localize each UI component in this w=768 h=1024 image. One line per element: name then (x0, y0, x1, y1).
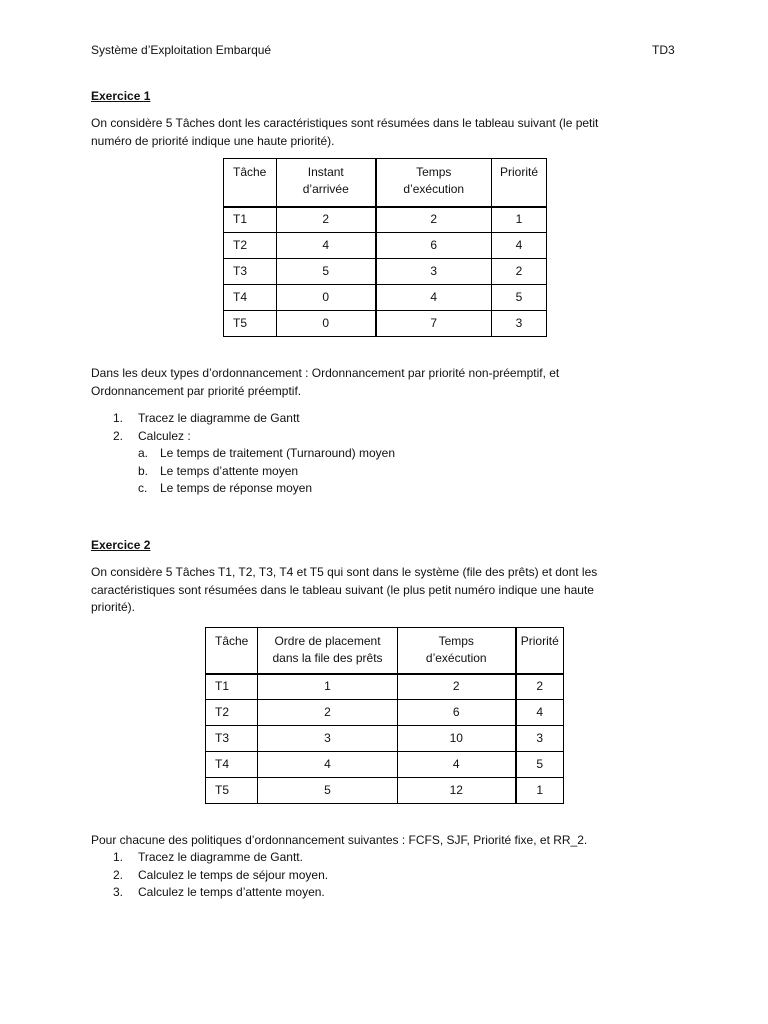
list-item (91, 884, 328, 902)
cell-temps-execution: 12 (398, 778, 516, 804)
exercise-2-title: Exercice 2 (91, 538, 151, 552)
cell-tache: T5 (224, 311, 277, 337)
col-header-line: d’arrivée (302, 182, 349, 196)
cell-temps-execution: 2 (398, 674, 516, 700)
cell-temps-execution: 3 (376, 259, 492, 285)
table-row (206, 674, 564, 700)
cell-temps-execution: 6 (376, 233, 492, 259)
exercise-2-context (91, 832, 651, 850)
cell-tache: T1 (206, 674, 258, 700)
list-item (91, 410, 395, 428)
cell-tache: T4 (224, 285, 277, 311)
exercise-1-table (223, 158, 547, 337)
cell-tache: T5 (206, 778, 258, 804)
table-header-row (224, 159, 547, 207)
subquestion-text: Le temps de réponse moyen (160, 481, 313, 495)
cell-tache: T2 (206, 700, 258, 726)
cell-tache: T1 (224, 207, 277, 233)
table-row (224, 233, 547, 259)
col-header-line: d’exécution (403, 182, 465, 196)
cell-instant-arrivee: 2 (277, 207, 376, 233)
col-header-line: d’exécution (425, 651, 487, 665)
list-item (91, 867, 328, 885)
cell-instant-arrivee: 4 (277, 233, 376, 259)
col-header-priorite: Priorité (516, 628, 564, 674)
cell-ordre-placement: 1 (258, 674, 398, 700)
exercise-1-subquestions (138, 445, 395, 498)
question-text: Calculez : (138, 428, 191, 443)
table-row (224, 207, 547, 233)
list-letter: a. (138, 446, 149, 460)
cell-priorite: 1 (516, 778, 564, 804)
col-header-ordre-placement (258, 628, 398, 674)
col-header-temps-execution (376, 159, 492, 207)
cell-temps-execution: 2 (376, 207, 492, 233)
cell-tache: T3 (224, 259, 277, 285)
subquestion-text: Le temps de traitement (Turnaround) moyen (160, 446, 396, 460)
cell-priorite: 5 (492, 285, 547, 311)
list-number: 1. (113, 411, 124, 425)
question-text: Calculez le temps d’attente moyen. (138, 885, 325, 899)
exercise-1-context-line: Dans les deux types d’ordonnancement : Ordonnancement par priorité non-préemptif, et (91, 366, 560, 380)
col-header-instant-arrivee (277, 159, 376, 207)
exercise-2-intro-line: caractéristiques sont résumées dans le tableau suivant (le plus petit numéro indique une haute (91, 582, 594, 597)
list-item (138, 445, 395, 463)
list-item (91, 849, 328, 867)
list-number: 3. (113, 885, 124, 899)
exercise-2-intro (91, 564, 651, 617)
cell-ordre-placement: 4 (258, 752, 398, 778)
cell-instant-arrivee: 0 (277, 311, 376, 337)
col-header-tache: Tâche (224, 159, 277, 207)
cell-tache: T4 (206, 752, 258, 778)
exercise-1-context-line: Ordonnancement par priorité préemptif. (91, 383, 302, 398)
list-item (91, 428, 395, 498)
col-header-temps-execution (398, 628, 516, 674)
list-number: 2. (113, 428, 124, 443)
col-header-line: Ordre de placement (274, 634, 381, 648)
col-header-line: Instant (307, 165, 344, 179)
question-text: Tracez le diagramme de Gantt. (138, 850, 303, 864)
cell-priorite: 4 (492, 233, 547, 259)
table-row (224, 285, 547, 311)
exercise-2-intro-line: priorité). (91, 600, 136, 614)
table-row (224, 311, 547, 337)
cell-temps-execution: 4 (376, 285, 492, 311)
exercise-1-intro-line: numéro de priorité indique une haute priorité). (91, 133, 335, 148)
question-text: Tracez le diagramme de Gantt (138, 411, 300, 425)
cell-instant-arrivee: 0 (277, 285, 376, 311)
cell-priorite: 2 (492, 259, 547, 285)
cell-ordre-placement: 3 (258, 726, 398, 752)
cell-instant-arrivee: 5 (277, 259, 376, 285)
exercise-2-questions (91, 849, 328, 902)
cell-temps-execution: 7 (376, 311, 492, 337)
cell-ordre-placement: 5 (258, 778, 398, 804)
table-row (206, 778, 564, 804)
question-text: Calculez le temps de séjour moyen. (138, 867, 329, 882)
cell-tache: T2 (224, 233, 277, 259)
list-number: 1. (113, 850, 124, 864)
cell-priorite: 5 (516, 752, 564, 778)
cell-temps-execution: 6 (398, 700, 516, 726)
exercise-1-questions (91, 410, 395, 498)
col-header-tache: Tâche (206, 628, 258, 674)
cell-priorite: 3 (492, 311, 547, 337)
table-row (206, 752, 564, 778)
col-header-line: Temps (438, 634, 474, 648)
col-header-line: dans la file des prêts (272, 651, 383, 665)
list-letter: b. (138, 463, 149, 478)
table-row (224, 259, 547, 285)
subquestion-text: Le temps d’attente moyen (160, 463, 299, 478)
exercise-2-table (205, 627, 564, 804)
exercise-2-intro-line: On considère 5 Tâches T1, T2, T3, T4 et T5 qui sont dans le système (file des prêts) et dont les (91, 565, 598, 579)
exercise-2-context-line: Pour chacune des politiques d’ordonnancement suivantes : FCFS, SJF, Priorité fixe, et RR_2. (91, 833, 588, 847)
table-header-row (206, 628, 564, 674)
list-number: 2. (113, 867, 124, 882)
table-row (206, 700, 564, 726)
table-row (206, 726, 564, 752)
cell-priorite: 1 (492, 207, 547, 233)
exercise-1-intro-line: On considère 5 Tâches dont les caractéristiques sont résumées dans le tableau suivant (le petit (91, 116, 599, 130)
exercise-1-title: Exercice 1 (91, 89, 151, 103)
exercise-1-context (91, 365, 651, 400)
cell-priorite: 3 (516, 726, 564, 752)
cell-temps-execution: 4 (398, 752, 516, 778)
header-td-number: TD3 (652, 43, 675, 57)
header-course-title: Système d’Exploitation Embarqué (91, 43, 272, 57)
col-header-line: Temps (416, 165, 452, 179)
cell-tache: T3 (206, 726, 258, 752)
list-item (138, 480, 395, 498)
col-header-priorite: Priorité (492, 159, 547, 207)
cell-ordre-placement: 2 (258, 700, 398, 726)
exercise-1-intro (91, 115, 651, 150)
cell-temps-execution: 10 (398, 726, 516, 752)
cell-priorite: 4 (516, 700, 564, 726)
list-item (138, 463, 395, 481)
cell-priorite: 2 (516, 674, 564, 700)
list-letter: c. (138, 481, 148, 495)
